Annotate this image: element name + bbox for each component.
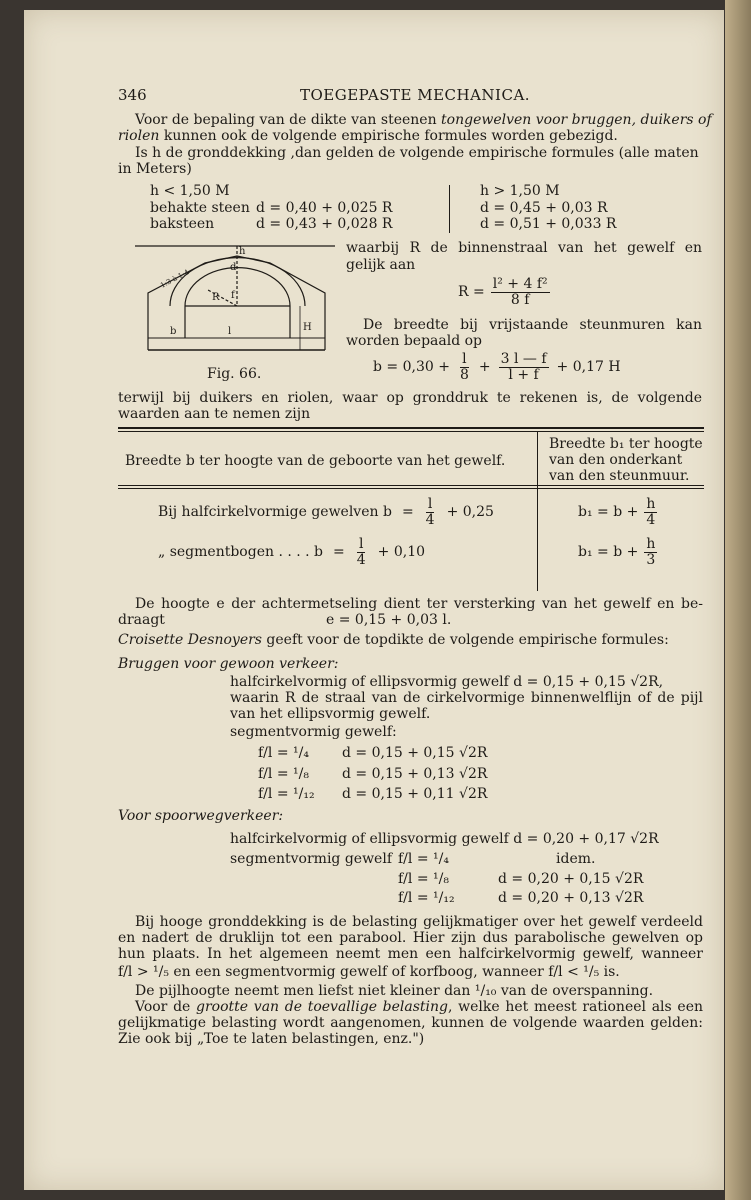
abutment-frac2-num: 3 l — f [500, 351, 547, 367]
rail-segment-label: segmentvormig gewelf [230, 851, 393, 867]
row2-eq: = [333, 544, 345, 561]
fig-label-H: H [303, 322, 312, 333]
croisette-name: Croisette Desnoyers [118, 632, 262, 648]
intro-italic-riolen: riolen [118, 128, 160, 144]
row2-right-den: 3 [646, 551, 656, 568]
table-row [158, 497, 494, 527]
radius-den: 8 f [510, 291, 530, 308]
rail-ratio-3: f/l = ¹/₁₂ [398, 890, 455, 906]
backing-line-1: De hoogte e der achtermetseling dient ter versterking van het gewelf en be- [135, 596, 703, 612]
normal-line-2: waarin R de straal van de cirkelvormige binnenwelflijn of de pijl [230, 690, 703, 706]
row1-right-num: h [646, 496, 656, 512]
label-behakte: behakte steen [150, 200, 250, 216]
closing-p3-text-a: Voor de [135, 999, 197, 1015]
abutment-formula [373, 352, 621, 382]
rail-formula-3: d = 0,20 + 0,13 √2R [498, 890, 644, 906]
fig-label-slope: 1:3 à 1:4 [159, 268, 191, 290]
formula-behakte: d = 0,40 + 0,025 R [256, 200, 393, 216]
fig-label-h: h [239, 246, 246, 257]
rail-formula-2: d = 0,20 + 0,15 √2R [498, 871, 644, 887]
intro-text-2: kunnen ook de volgende empirische formules worden gebezigd. [159, 128, 618, 144]
heading-rail-traffic: Voor spoorwegverkeer: [118, 808, 284, 824]
closing-p3-text-c: , welke het meest rationeel als een [448, 999, 703, 1015]
row2-den: 4 [356, 551, 366, 568]
closing-p3-line-1 [135, 999, 703, 1015]
table-col1-header: Breedte b ter hoogte van de geboorte van het gewelf. [125, 453, 506, 469]
table-row-right [578, 537, 657, 567]
closing-p1-line-3: hun plaats. In het algemeen neemt men een halfcirkelvormig gewelf, wanneer [118, 946, 703, 962]
table-row [158, 537, 425, 567]
normal-formula-3: d = 0,15 + 0,11 √2R [342, 786, 488, 802]
row2-right-num: h [646, 536, 656, 552]
label-baksteen: baksteen [150, 216, 215, 232]
formula-divider [449, 185, 450, 233]
abutment-frac2-den: l + f [508, 366, 539, 383]
formula-d2: d = 0,51 + 0,033 R [480, 216, 617, 232]
row1-eq: = [401, 504, 414, 521]
row2-right-lhs: b₁ = b + [578, 544, 639, 561]
book-spine [725, 0, 751, 1200]
abutment-frac1-num: l [462, 351, 467, 367]
backing-label: draagt [118, 612, 165, 628]
radius-text-2: gelijk aan [346, 257, 416, 273]
abutment-frac1-den: 8 [459, 366, 469, 383]
fig-label-R: R [212, 292, 220, 303]
formula-d1: d = 0,45 + 0,03 R [480, 200, 608, 216]
row2-num: l [358, 536, 364, 552]
radius-formula [458, 277, 550, 307]
table-col2-header-2: van den onderkant [549, 452, 683, 468]
culvert-line-1: terwijl bij duikers en riolen, waar op gronddruk te rekenen is, de volgende [118, 390, 702, 406]
closing-p1-line-2: en nadert de druklijn tot een parabool. Hier zijn dus parabolische gewelven op [118, 930, 703, 946]
table-col2-header-3: van den steunmuur. [549, 468, 690, 484]
table-header-rule-2 [118, 488, 704, 489]
rail-formula-1: idem. [556, 851, 596, 867]
row1-den: 4 [425, 511, 435, 528]
table-top-rule [118, 427, 704, 429]
fig-label-d: d [230, 262, 237, 273]
closing-p3-line-2: gelijkmatige belasting wordt aangenomen, kunnen de volgende waarden gelden: [118, 1015, 703, 1031]
fig-label-f: f [231, 290, 235, 301]
closing-p3-line-3: Zie ook bij „Toe te laten belastingen, enz.") [118, 1031, 425, 1047]
normal-line-3: van het ellipsvormig gewelf. [230, 706, 431, 722]
abutment-tail: + 0,17 H [556, 359, 621, 376]
normal-line-1: halfcirkelvormig of ellipsvormig gewelf d = 0,15 + 0,15 √2R, [230, 674, 664, 690]
normal-segment-label: segmentvormig gewelf: [230, 724, 397, 740]
intro-line-2 [118, 128, 618, 144]
formula-baksteen: d = 0,43 + 0,028 R [256, 216, 393, 232]
heading-normal-traffic: Bruggen voor gewoon verkeer: [118, 656, 339, 672]
formula-h-large: h > 1,50 M [480, 183, 560, 199]
page-number: 346 [118, 86, 147, 104]
fig-label-b: b [170, 326, 177, 337]
table-col2-header-1: Breedte b₁ ter hoogte [549, 436, 703, 452]
normal-formula-2: d = 0,15 + 0,13 √2R [342, 766, 488, 782]
row1-tail: + 0,25 [446, 504, 494, 521]
row1-right-lhs: b₁ = b + [578, 504, 639, 521]
normal-formula-1: d = 0,15 + 0,15 √2R [342, 745, 488, 761]
normal-ratio-3: f/l = ¹/₁₂ [258, 786, 315, 802]
table-top-rule-2 [118, 431, 704, 432]
intro-text: Voor de bepaling van de dikte van steenen [135, 112, 442, 128]
abutment-text-1: De breedte bij vrijstaande steunmuren kan [363, 317, 702, 333]
table-row-right [578, 497, 657, 527]
normal-ratio-2: f/l = ¹/₈ [258, 766, 309, 782]
figure-66-vault-diagram [130, 238, 340, 368]
rail-ratio-1: f/l = ¹/₄ [398, 851, 449, 867]
formula-h-small: h < 1,50 M [150, 183, 230, 199]
abutment-text-2: worden bepaald op [346, 333, 483, 349]
radius-lhs: R = [458, 284, 485, 301]
table-header-rule [118, 485, 704, 486]
radius-text-1: waarbij R de binnenstraal van het gewelf en [346, 240, 702, 256]
row1-right-den: 4 [646, 511, 656, 528]
abutment-plus: + [478, 359, 491, 376]
closing-p1-line-1: Bij hooge gronddekking is de belasting gelijkmatiger over het gewelf verdeeld [135, 914, 703, 930]
culvert-line-2: waarden aan te nemen zijn [118, 406, 311, 422]
fig-label-l: l [228, 326, 232, 337]
radius-num: l² + 4 f² [492, 276, 548, 292]
closing-p1-line-4: f/l > ¹/₅ en een segmentvormig gewelf of korfboog, wanneer f/l < ¹/₅ is. [118, 964, 620, 980]
intro-line-4: in Meters) [118, 161, 192, 177]
abutment-b-eq: b = 0,30 + [373, 359, 450, 376]
croisette-rest: geeft voor de topdikte de volgende empirische formules: [261, 632, 669, 648]
backing-formula: e = 0,15 + 0,03 l. [326, 612, 452, 628]
figure-caption: Fig. 66. [207, 366, 262, 382]
row1-num: l [427, 496, 433, 512]
table-col-divider [537, 431, 538, 591]
running-title: TOEGEPASTE MECHANICA. [300, 86, 531, 104]
closing-p2: De pijlhoogte neemt men liefst niet kleiner dan ¹/₁₀ van de overspanning. [135, 983, 654, 999]
rail-ratio-2: f/l = ¹/₈ [398, 871, 449, 887]
closing-p3-italic: grootte van de toevallige belasting [196, 999, 449, 1015]
row2-tail: + 0,10 [377, 544, 426, 561]
row2-label: „ segmentbogen . . . . b [158, 544, 324, 561]
intro-line-3: Is h de gronddekking ,dan gelden de volgende empirische formules (alle maten [135, 145, 699, 161]
intro-line-1 [135, 112, 712, 128]
intro-italic: tongewelven voor bruggen, duikers of [441, 112, 712, 128]
normal-ratio-1: f/l = ¹/₄ [258, 745, 309, 761]
rail-line-1: halfcirkelvormig of ellipsvormig gewelf d = 0,20 + 0,17 √2R [230, 831, 659, 847]
row1-label: Bij halfcirkelvormige gewelven b [158, 504, 392, 521]
croisette-line [118, 632, 669, 648]
